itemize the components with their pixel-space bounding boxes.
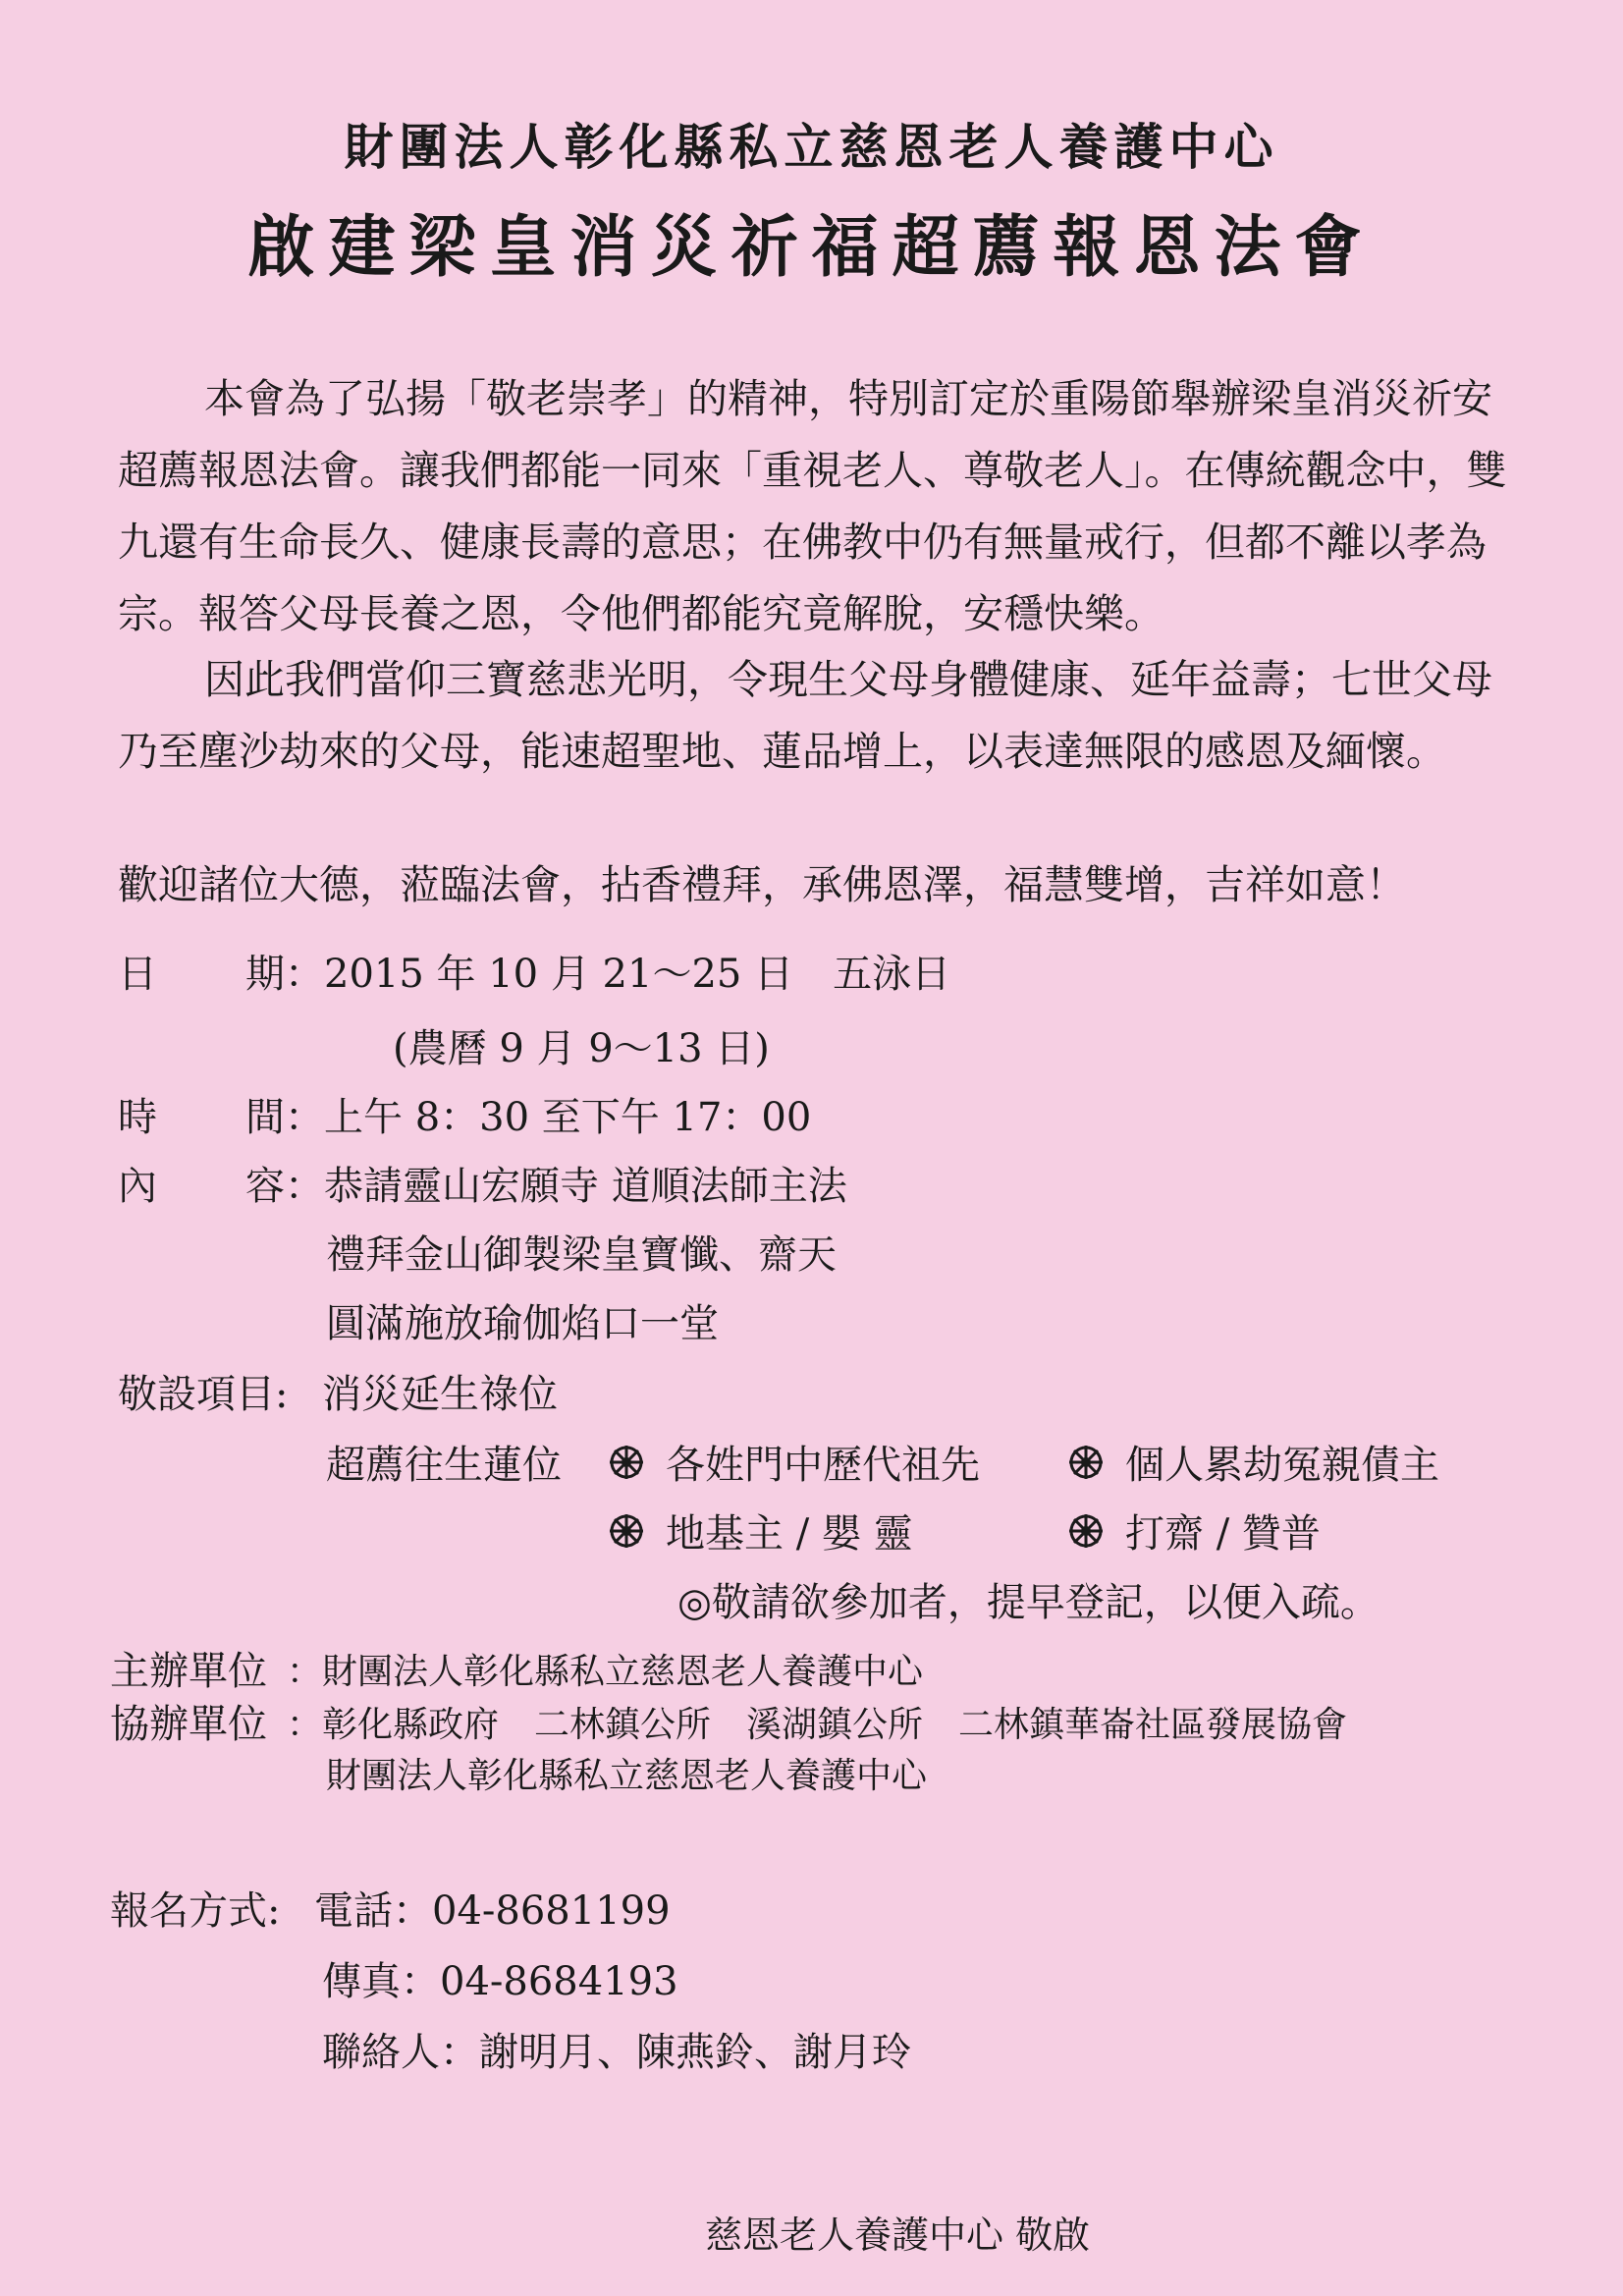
- date-value: ：2015 年 10 月 21～25 日 五泳日: [285, 952, 951, 997]
- time-value: ：上午 8：30 至下午 17：00: [285, 1095, 812, 1140]
- contact-fax: 傳真：04-8684193: [322, 1959, 678, 2004]
- lunar-date: (農曆 9 月 9～13 日): [393, 1026, 770, 1071]
- dharma-wheel-icon: [609, 1445, 644, 1480]
- welcome-line: 歡迎諸位大德，蒞臨法會，拈香禮拜，承佛恩澤，福慧雙增，吉祥如意！: [118, 861, 1406, 908]
- item-karmic-creditors-label: 個人累劫冤親債主: [1125, 1443, 1439, 1488]
- date-label-b: 期: [245, 952, 285, 997]
- intro-paragraph: 本會為了弘揚「敬老崇孝」的精神，特別訂定於重陽節舉辦梁皇消災祈安超薦報恩法會。讓我們都能一同來「重視老人、尊敬老人」。在傳統觀念中，雙九還有生命長久、健康長壽的意思；在佛教中仍有無量戒行，但都不離以孝為宗。報答父母長養之恩，令他們都能究竟解脫，安穩快樂。: [118, 375, 1507, 637]
- items-label: 敬設項目:: [118, 1372, 289, 1417]
- contact-persons: 聯絡人：謝明月、陳燕鈴、謝月玲: [322, 2030, 911, 2075]
- item-offering: [1068, 1503, 1321, 1558]
- content-line-1: ：恭請靈山宏願寺 道順法師主法: [285, 1164, 847, 1209]
- item-rebirth: 超薦往生蓮位: [326, 1443, 562, 1488]
- contact-phone: 電話：04-8681199: [314, 1888, 671, 1934]
- time-label-b: 間: [245, 1095, 285, 1140]
- dharma-wheel-icon: [609, 1513, 644, 1549]
- second-paragraph: 因此我們當仰三寶慈悲光明，令現生父母身體健康、延年益壽；七世父母乃至塵沙劫來的父母，能速超聖地、蓮品增上，以表達無限的感恩及緬懷。: [118, 656, 1492, 775]
- item-land-spirit-label: 地基主 / 嬰 靈: [666, 1511, 913, 1557]
- content-line-2: 禮拜金山御製梁皇寶懺、齋天: [326, 1232, 837, 1278]
- item-land-spirit: [609, 1503, 913, 1558]
- item-offering-label: 打齋 / 贊普: [1125, 1511, 1321, 1557]
- dharma-wheel-icon: [1068, 1513, 1104, 1549]
- co-host-label: 協辦單位: [110, 1702, 267, 1747]
- signature: 慈恩老人養護中心 敬啟: [705, 2214, 1091, 2257]
- co-host-value: ：彰化縣政府 二林鎮公所 溪湖鎮公所 二林鎮華崙社區發展協會: [287, 1705, 1348, 1745]
- content-label-b: 容: [245, 1164, 285, 1209]
- event-title: 啟建梁皇消災祈福超薦報恩法會: [247, 208, 1376, 287]
- date-label-a: 日: [118, 952, 157, 997]
- item-ancestors: [609, 1434, 980, 1490]
- dharma-wheel-icon: [1068, 1445, 1104, 1480]
- org-title: 財團法人彰化縣私立慈恩老人養護中心: [344, 118, 1279, 176]
- host-label: 主辦單位: [110, 1649, 267, 1694]
- content-label-a: 內: [118, 1164, 157, 1209]
- item-disaster-relief: 消災延生祿位: [322, 1372, 558, 1417]
- contact-label: 報名方式:: [110, 1888, 281, 1934]
- item-karmic-creditors: [1068, 1434, 1439, 1490]
- host-value: ：財團法人彰化縣私立慈恩老人養護中心: [287, 1652, 924, 1692]
- time-label-a: 時: [118, 1095, 157, 1140]
- co-host-value-2: 財團法人彰化縣私立慈恩老人養護中心: [326, 1756, 928, 1796]
- item-ancestors-label: 各姓門中歷代祖先: [666, 1443, 980, 1488]
- registration-note: ◎敬請欲參加者，提早登記，以便入疏。: [677, 1580, 1380, 1625]
- content-line-3: 圓滿施放瑜伽焰口一堂: [326, 1301, 719, 1346]
